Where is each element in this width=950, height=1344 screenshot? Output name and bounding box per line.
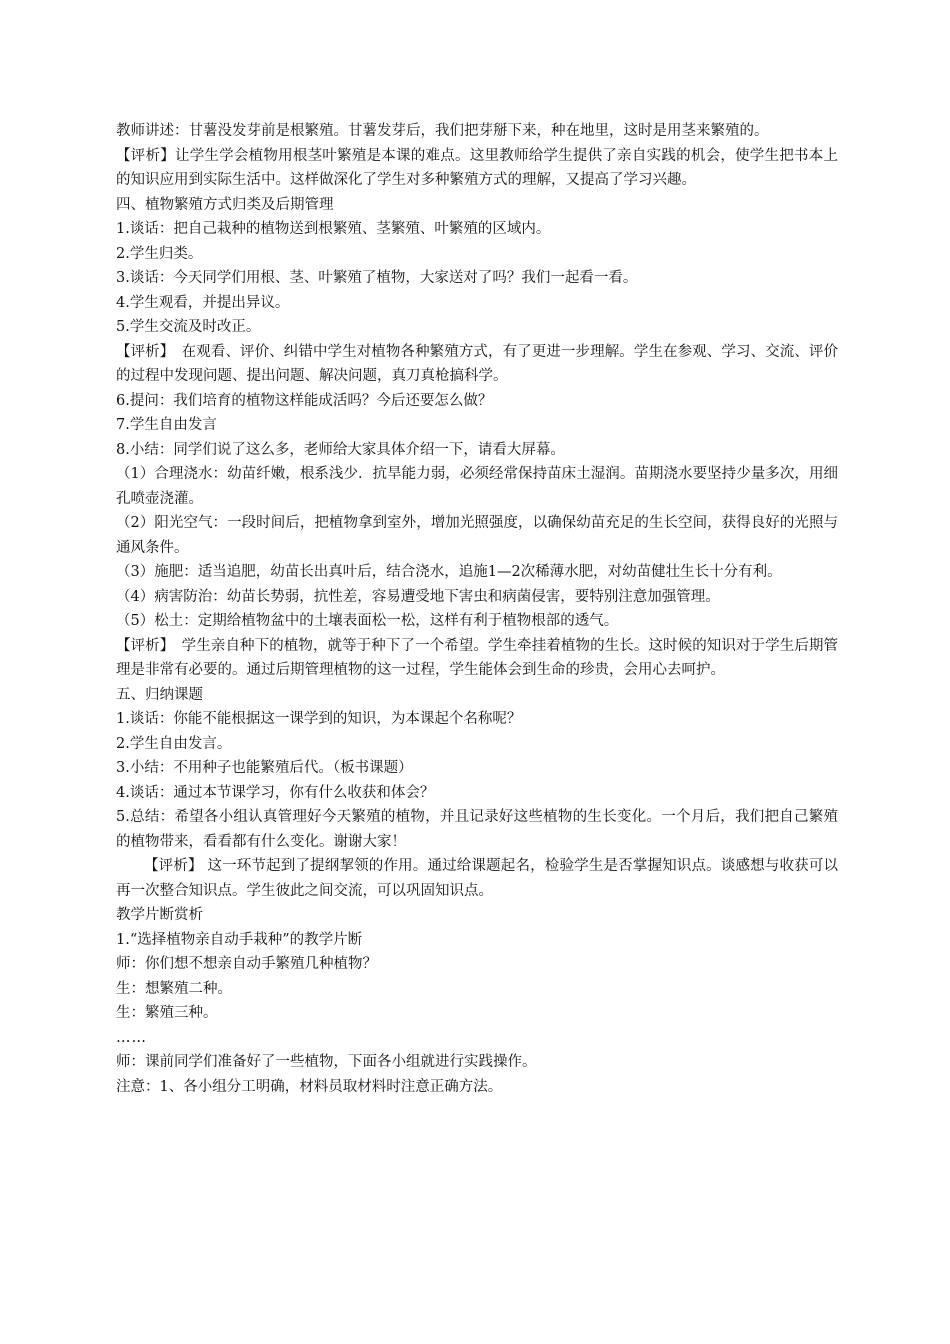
sub-item-disease-control: （4）病害防治：幼苗长势弱，抗性差，容易遭受地下害虫和病菌侵害，要特别注意加强管理。 [116, 588, 720, 605]
list-item: 7.学生自由发言 [116, 417, 217, 433]
note-line: 注意：1、各小组分工明确，材料员取材料时注意正确方法。 [116, 1078, 503, 1095]
sub-item-sunlight: （2）阳光空气：一段时间后，把植物拿到室外，增加光照强度，以确保幼苗充足的生长空间，获得良好的光照与通风条件。 [116, 515, 838, 556]
list-item: 1.谈话：把自己栽种的植物送到根繁殖、茎繁殖、叶繁殖的区域内。 [116, 221, 551, 237]
dialogue-line: 师：课前同学们准备好了一些植物，下面各小组就进行实践操作。 [116, 1054, 537, 1070]
dialogue-line: 生：繁殖三种。 [116, 1005, 218, 1021]
list-item: 2.学生归类。 [116, 245, 203, 262]
sub-item-loosening-soil: （5）松土：定期给植物盆中的土壤表面松一松，这样有利于植物根部的透气。 [116, 613, 619, 629]
sub-item-watering: （1）合理浇水：幼苗纤嫩，根系浅少．抗旱能力弱，必须经常保持苗床土湿润。苗期浇水要坚持少量多次，用细孔喷壶浇灌。 [116, 466, 838, 507]
dialogue-line: 生：想繁殖二种。 [116, 980, 232, 997]
list-item: 1.谈话：你能不能根据这一课学到的知识，为本课起个名称呢？ [116, 711, 522, 727]
sub-item-fertilizing: （3）施肥：适当追肥，幼苗长出真叶后，结合浇水，追施1—2次稀薄水肥，对幼苗健壮生长十分有利。 [116, 564, 782, 580]
section-heading-excerpt: 教学片断赏析 [116, 907, 203, 923]
list-item: 4.谈话：通过本节课学习，你有什么收获和体会？ [116, 784, 435, 801]
paragraph-comment-4: 【评析】 这一环节起到了提纲挈领的作用。通过给课题起名，检验学生是否掌握知识点。谈感想与收获可以再一次整合知识点。学生彼此之间交流，可以巩固知识点。 [116, 858, 838, 899]
ellipsis-line: …… [116, 1029, 147, 1046]
paragraph-comment-3: 【评析】 学生亲自种下的植物，就等于种下了一个希望。学生牵挂着植物的生长。这时候的知识对于学生后期管理是非常有必要的。通过后期管理植物的这一过程，学生能体会到生命的珍贵，会用心去呵护。 [116, 637, 838, 678]
paragraph-comment-2: 【评析】 在观看、评价、纠错中学生对植物各种繁殖方式，有了更进一步理解。学生在参观、学习、交流、评价的过程中发现问题、提出问题、解决问题，真刀真枪搞科学。 [116, 343, 838, 384]
document-page [116, 119, 838, 1099]
excerpt-title: 1.“选择植物亲自动手栽种”的教学片断 [116, 931, 363, 948]
list-item: 5.学生交流及时改正。 [116, 319, 261, 335]
list-item: 4.学生观看，并提出异议。 [116, 294, 290, 311]
section-heading-5: 五、归纳课题 [116, 686, 203, 703]
list-item: 8.小结：同学们说了这么多，老师给大家具体介绍一下，请看大屏幕。 [116, 441, 565, 458]
list-item: 2.学生自由发言。 [116, 735, 232, 752]
paragraph-comment-1: 【评析】让学生学会植物用根茎叶繁殖是本课的难点。这里教师给学生提供了亲自实践的机会，使学生把书本上的知识应用到实际生活中。这样做深化了学生对多种繁殖方式的理解，又提高了学习兴趣。 [116, 147, 838, 188]
section-heading-4: 四、植物繁殖方式归类及后期管理 [116, 196, 334, 213]
list-item: 3.小结：不用种子也能繁殖后代。（板书课题） [116, 760, 413, 776]
list-item: 3.谈话：今天同学们用根、茎、叶繁殖了植物，大家送对了吗？我们一起看一看。 [116, 270, 638, 286]
list-item: 6.提问：我们培育的植物这样能成活吗？今后还要怎么做？ [116, 392, 493, 409]
paragraph-teacher-narration: 教师讲述：甘薯没发芽前是根繁殖。甘薯发芽后，我们把芽掰下来，种在地里，这时是用茎来繁殖的。 [116, 123, 769, 139]
dialogue-line: 师：你们想不想亲自动手繁殖几种植物？ [116, 956, 377, 972]
list-item: 5.总结：希望各小组认真管理好今天繁殖的植物，并且记录好这些植物的生长变化。一个月后，我们把自己繁殖的植物带来，看看都有什么变化。谢谢大家！ [116, 809, 838, 850]
